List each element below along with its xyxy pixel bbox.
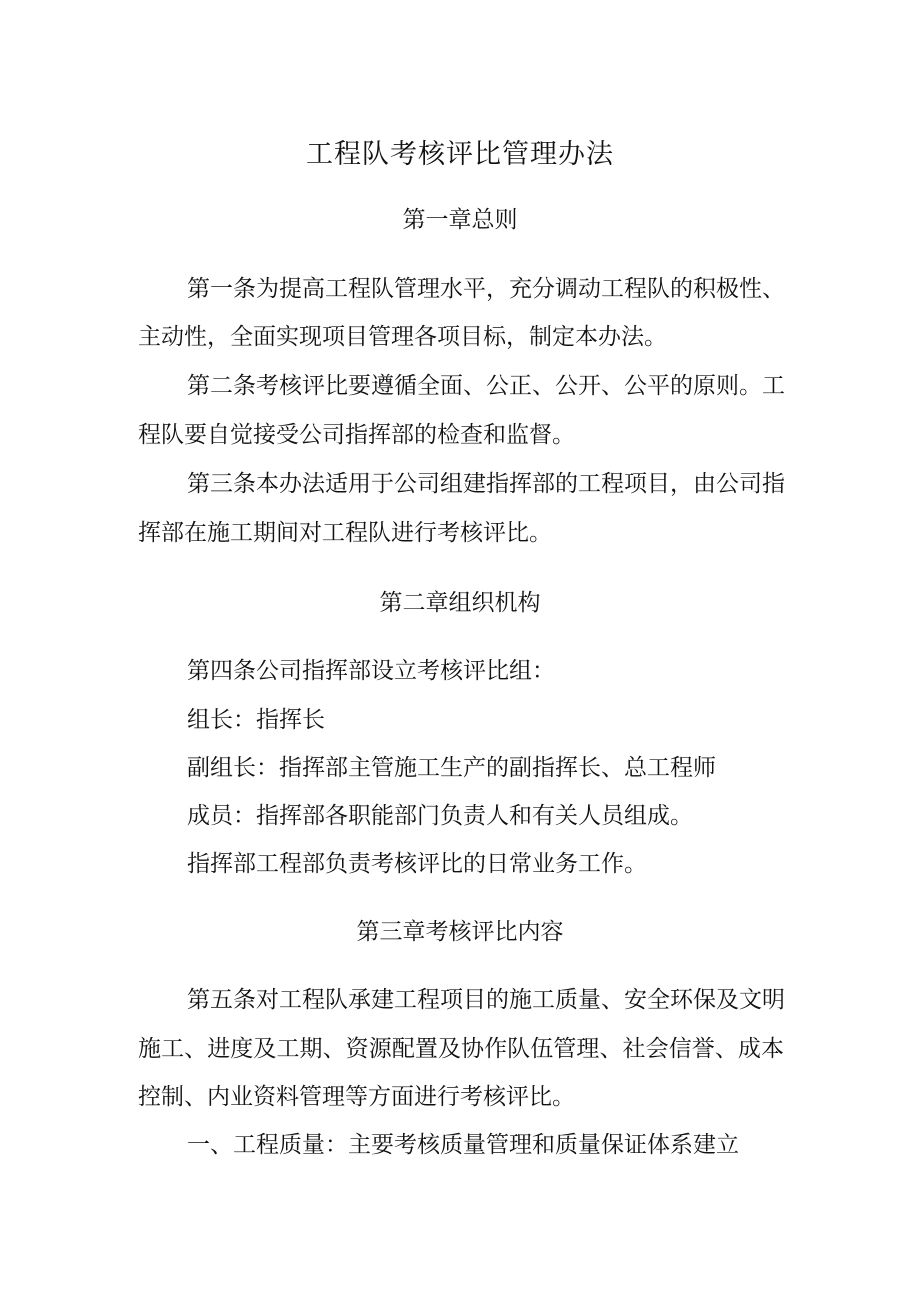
deputy-leader-line: 副组长：指挥部主管施工生产的副指挥长、总工程师	[187, 755, 716, 781]
office-line: 指挥部工程部负责考核评比的日常业务工作。	[187, 851, 647, 877]
item-1-line: 一、工程质量：主要考核质量管理和质量保证体系建立	[187, 1132, 739, 1158]
article-2-line-1: 第二条考核评比要遵循全面、公正、公开、公平的原则。工	[187, 373, 785, 399]
article-5-line-2: 施工、进度及工期、资源配置及协作队伍管理、社会信誉、成本	[138, 1036, 784, 1062]
article-3-line-1: 第三条本办法适用于公司组建指挥部的工程项目，由公司指	[187, 471, 785, 497]
article-4: 第四条公司指挥部设立考核评比组：	[187, 658, 555, 684]
chapter-3-heading: 第三章考核评比内容	[356, 919, 564, 945]
document-title: 工程队考核评比管理办法	[306, 139, 614, 170]
chapter-1-heading: 第一章总则	[402, 207, 518, 233]
article-1-line-2: 主动性，全面实现项目管理各项目标，制定本办法。	[138, 324, 667, 350]
article-2-line-2: 程队要自觉接受公司指挥部的检查和监督。	[138, 422, 575, 448]
article-5-line-1: 第五条对工程队承建工程项目的施工质量、安全环保及文明	[187, 987, 785, 1013]
members-line: 成员：指挥部各职能部门负责人和有关人员组成。	[187, 803, 693, 829]
article-5-line-3: 控制、内业资料管理等方面进行考核评比。	[138, 1084, 575, 1110]
chapter-2-heading: 第二章组织机构	[379, 590, 541, 616]
leader-line: 组长：指挥长	[187, 707, 325, 733]
article-3-line-2: 挥部在施工期间对工程队进行考核评比。	[138, 520, 552, 546]
article-1-line-1: 第一条为提高工程队管理水平，充分调动工程队的积极性、	[187, 276, 785, 302]
